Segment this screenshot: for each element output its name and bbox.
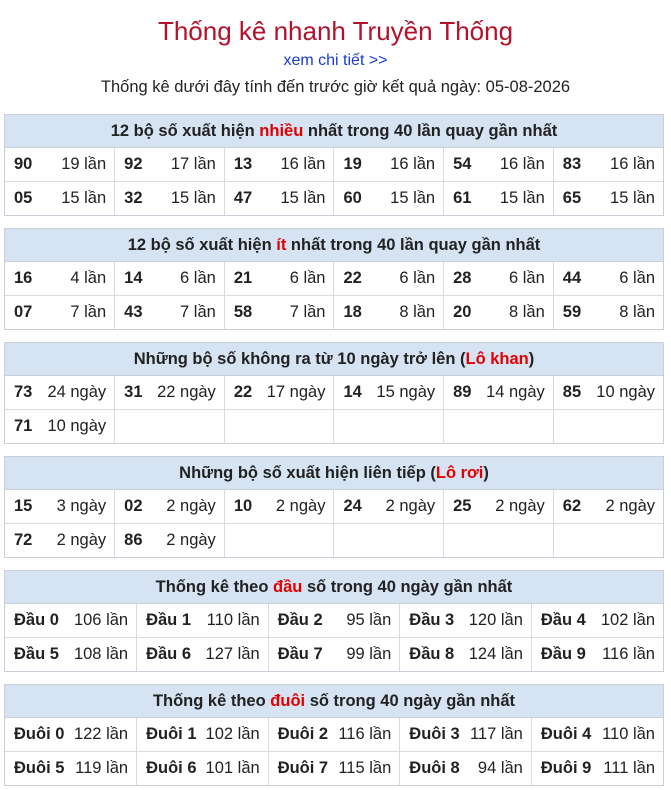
table-cell <box>553 262 663 296</box>
cell-count: 7 lần <box>289 303 326 321</box>
section-heading-text: Những bộ số xuất hiện liên tiếp ( <box>179 464 436 482</box>
cell-count: 17 ngày <box>266 383 326 401</box>
cell-count: 24 ngày <box>47 383 107 401</box>
table-cell <box>400 638 532 672</box>
cell-count: 124 lần <box>468 645 523 663</box>
cell-label: 15 <box>14 497 33 515</box>
cell-count: 16 lần <box>390 155 436 173</box>
page-subtitle: Thống kê dưới đây tính đến trước giờ kết quả ngày: 05-08-2026 <box>100 78 571 96</box>
cell-count: 14 ngày <box>486 383 545 401</box>
table-cell <box>444 182 554 216</box>
table-cell <box>444 490 554 524</box>
cell-label: 44 <box>562 269 582 287</box>
stats-table <box>5 262 663 329</box>
cell-count: 16 lần <box>499 155 545 173</box>
table-cell <box>5 638 137 672</box>
section-heading-text: số trong 40 ngày gần nhất <box>302 578 513 596</box>
cell-label: 61 <box>453 189 472 207</box>
table-cell <box>5 410 115 444</box>
table-cell <box>531 752 663 786</box>
section-heading-text: ) <box>483 464 489 482</box>
cell-label: 71 <box>14 417 33 435</box>
cell-count: 15 lần <box>390 189 436 207</box>
table-row <box>5 490 663 524</box>
table-row <box>5 524 663 558</box>
cell-label: Đầu 5 <box>14 645 59 663</box>
table-cell <box>334 296 444 330</box>
table-cell <box>5 296 115 330</box>
cell-count: 16 lần <box>280 155 326 173</box>
cell-label: 22 <box>343 269 362 287</box>
cell-count: 2 ngày <box>166 497 216 515</box>
stats-section <box>4 684 664 786</box>
table-cell <box>115 524 225 558</box>
section-heading <box>5 571 663 604</box>
cell-label: 28 <box>453 269 472 287</box>
cell-label: 14 <box>343 383 362 401</box>
cell-label: Đầu 7 <box>277 645 323 663</box>
table-row <box>5 410 663 444</box>
cell-count: 6 lần <box>289 269 326 287</box>
cell-label: Đầu 3 <box>409 611 455 629</box>
cell-count: 3 ngày <box>56 497 107 515</box>
section-heading <box>5 457 663 490</box>
cell-label: 59 <box>562 303 582 321</box>
table-cell <box>400 604 532 638</box>
cell-label: Đuôi 6 <box>146 759 197 777</box>
table-cell <box>115 410 225 444</box>
cell-count: 95 lần <box>346 611 392 629</box>
table-cell <box>444 376 554 410</box>
cell-count: 2 ngày <box>495 497 545 515</box>
cell-label: 65 <box>562 189 582 207</box>
cell-count: 2 ngày <box>275 497 326 515</box>
cell-count: 8 lần <box>399 303 436 321</box>
cell-count: 15 lần <box>280 189 326 207</box>
cell-label: Đầu 2 <box>277 611 323 629</box>
table-cell <box>5 148 115 182</box>
cell-label: Đuôi 2 <box>277 725 329 743</box>
cell-label: 31 <box>124 383 143 401</box>
section-heading-text: Thống kê theo <box>152 692 271 710</box>
table-cell <box>224 182 334 216</box>
cell-label: 16 <box>14 269 33 287</box>
table-cell <box>268 638 400 672</box>
cell-count: 99 lần <box>346 645 392 663</box>
section-heading-text: Thống kê theo <box>155 578 274 596</box>
table-cell <box>400 718 532 752</box>
cell-count: 127 lần <box>205 645 260 663</box>
stats-section <box>4 456 664 558</box>
table-row <box>5 296 663 330</box>
cell-count: 120 lần <box>468 611 523 629</box>
table-row <box>5 604 663 638</box>
cell-count: 15 lần <box>499 189 545 207</box>
cell-count: 2 ngày <box>385 497 436 515</box>
stats-section <box>4 114 664 216</box>
cell-label: Đầu 9 <box>540 645 586 663</box>
table-row <box>5 376 663 410</box>
table-cell <box>444 410 554 444</box>
table-cell <box>553 148 663 182</box>
table-cell <box>334 262 444 296</box>
cell-count: 106 lần <box>73 611 129 629</box>
stats-table <box>5 490 663 557</box>
cell-label: 54 <box>453 155 472 173</box>
cell-count: 2 ngày <box>166 531 216 549</box>
cell-label: 22 <box>233 383 253 401</box>
table-cell <box>268 604 400 638</box>
cell-label: Đầu 0 <box>14 611 59 629</box>
table-cell <box>553 182 663 216</box>
cell-count: 15 lần <box>610 189 655 207</box>
stats-table <box>5 718 663 785</box>
cell-count: 102 lần <box>205 725 260 743</box>
cell-label: 21 <box>233 269 253 287</box>
table-cell <box>115 490 225 524</box>
cell-label: Đuôi 7 <box>277 759 329 777</box>
cell-label: 90 <box>14 155 33 173</box>
table-cell <box>224 262 334 296</box>
cell-count: 10 ngày <box>596 383 655 401</box>
section-heading-text: 12 bộ số xuất hiện <box>110 122 260 140</box>
stats-section <box>4 570 664 672</box>
cell-count: 2 ngày <box>56 531 107 549</box>
cell-label: 43 <box>124 303 143 321</box>
table-cell <box>115 296 225 330</box>
stats-table <box>5 148 663 215</box>
table-cell <box>5 376 115 410</box>
cell-count: 110 lần <box>602 725 655 743</box>
cell-label: 83 <box>562 155 582 173</box>
cell-label: 92 <box>124 155 143 173</box>
section-heading-highlight: nhiều <box>259 122 304 140</box>
cell-count: 15 ngày <box>376 383 436 401</box>
section-heading-highlight: ít <box>276 236 287 254</box>
table-cell <box>224 524 334 558</box>
cell-count: 111 lần <box>603 759 655 777</box>
cell-count: 15 lần <box>170 189 216 207</box>
table-cell <box>224 296 334 330</box>
cell-label: 85 <box>562 383 582 401</box>
cell-label: 24 <box>343 497 362 515</box>
cell-label: 60 <box>343 189 362 207</box>
view-details-link[interactable]: xem chi tiết >> <box>283 52 388 69</box>
cell-count: 2 ngày <box>605 497 655 515</box>
cell-count: 108 lần <box>73 645 129 663</box>
table-cell <box>334 410 444 444</box>
section-heading-text: nhất trong 40 lần quay gần nhất <box>303 122 558 140</box>
section-heading-text: ) <box>528 350 535 368</box>
table-cell <box>137 638 269 672</box>
table-cell <box>115 262 225 296</box>
cell-count: 116 lần <box>338 725 392 743</box>
section-heading-highlight: đầu <box>273 578 303 596</box>
cell-label: 14 <box>124 269 143 287</box>
cell-label: 72 <box>14 531 33 549</box>
table-cell <box>444 524 554 558</box>
cell-label: 05 <box>14 189 33 207</box>
section-heading-highlight: Lô rơi <box>435 464 484 482</box>
table-row <box>5 262 663 296</box>
cell-count: 101 lần <box>205 759 260 777</box>
cell-count: 8 lần <box>509 303 545 321</box>
table-cell <box>553 410 663 444</box>
section-heading-text: Những bộ số không ra từ 10 ngày trở lên ( <box>133 350 466 368</box>
table-row <box>5 718 663 752</box>
cell-label: Đuôi 4 <box>540 725 592 743</box>
section-heading <box>5 229 663 262</box>
table-cell <box>137 752 269 786</box>
cell-label: 73 <box>14 383 33 401</box>
table-cell <box>137 604 269 638</box>
table-cell <box>268 718 400 752</box>
cell-count: 119 lần <box>75 759 129 777</box>
section-heading <box>5 685 663 718</box>
cell-label: Đuôi 5 <box>14 759 65 777</box>
table-cell <box>553 296 663 330</box>
cell-label: Đuôi 0 <box>14 725 65 743</box>
table-cell <box>137 718 269 752</box>
cell-count: 6 lần <box>399 269 436 287</box>
table-cell <box>115 182 225 216</box>
table-row <box>5 638 663 672</box>
table-cell <box>115 376 225 410</box>
table-cell <box>531 604 663 638</box>
table-cell <box>5 718 137 752</box>
page-title: Thống kê nhanh Truyền Thống <box>157 16 514 46</box>
table-row <box>5 182 663 216</box>
cell-label: 10 <box>233 497 253 515</box>
cell-label: 89 <box>453 383 472 401</box>
cell-label: 02 <box>124 497 143 515</box>
cell-count: 16 lần <box>610 155 655 173</box>
cell-count: 7 lần <box>180 303 216 321</box>
cell-count: 6 lần <box>180 269 216 287</box>
cell-count: 94 lần <box>477 759 523 777</box>
table-cell <box>444 296 554 330</box>
cell-label: 18 <box>343 303 362 321</box>
table-cell <box>400 752 532 786</box>
stats-table <box>5 604 663 671</box>
table-cell <box>334 490 444 524</box>
cell-count: 19 lần <box>61 155 107 173</box>
cell-count: 116 lần <box>602 645 655 663</box>
cell-count: 4 lần <box>70 269 107 287</box>
cell-label: 86 <box>124 531 143 549</box>
table-cell <box>553 490 663 524</box>
table-cell <box>334 182 444 216</box>
cell-count: 102 lần <box>600 611 655 629</box>
stats-table <box>5 376 663 443</box>
section-heading-highlight: Lô khan <box>465 350 529 368</box>
cell-label: 25 <box>453 497 472 515</box>
table-cell <box>531 638 663 672</box>
table-cell <box>224 410 334 444</box>
table-cell <box>5 604 137 638</box>
cell-count: 6 lần <box>509 269 545 287</box>
cell-label: 62 <box>562 497 582 515</box>
table-cell <box>334 148 444 182</box>
table-cell <box>5 490 115 524</box>
cell-label: Đầu 1 <box>146 611 192 629</box>
cell-label: Đuôi 3 <box>409 725 460 743</box>
cell-count: 7 lần <box>70 303 107 321</box>
cell-count: 122 lần <box>73 725 129 743</box>
cell-count: 110 lần <box>206 611 260 629</box>
section-heading-highlight: đuôi <box>270 692 306 710</box>
cell-count: 10 ngày <box>47 417 107 435</box>
cell-count: 17 lần <box>170 155 216 173</box>
cell-label: 07 <box>14 303 33 321</box>
cell-label: Đầu 6 <box>146 645 192 663</box>
cell-label: 20 <box>453 303 472 321</box>
cell-label: 32 <box>124 189 143 207</box>
table-cell <box>5 752 137 786</box>
page-header <box>0 0 671 97</box>
cell-label: 47 <box>233 189 253 207</box>
cell-label: Đầu 4 <box>540 611 586 629</box>
table-cell <box>224 376 334 410</box>
table-cell <box>115 148 225 182</box>
table-cell <box>531 718 663 752</box>
table-cell <box>553 376 663 410</box>
cell-label: 58 <box>233 303 253 321</box>
table-cell <box>5 182 115 216</box>
table-cell <box>334 376 444 410</box>
section-heading-text: 12 bộ số xuất hiện <box>127 236 277 254</box>
table-row <box>5 752 663 786</box>
table-row <box>5 148 663 182</box>
section-heading <box>5 343 663 376</box>
table-cell <box>444 262 554 296</box>
section-heading <box>5 115 663 148</box>
cell-label: Đầu 8 <box>409 645 455 663</box>
cell-label: 13 <box>233 155 253 173</box>
table-cell <box>5 262 115 296</box>
table-cell <box>444 148 554 182</box>
cell-count: 22 ngày <box>157 383 216 401</box>
cell-label: 19 <box>343 155 362 173</box>
section-heading-text: nhất trong 40 lần quay gần nhất <box>286 236 541 254</box>
stats-section <box>4 342 664 444</box>
cell-label: Đuôi 8 <box>409 759 460 777</box>
table-cell <box>334 524 444 558</box>
cell-count: 15 lần <box>61 189 107 207</box>
table-cell <box>268 752 400 786</box>
section-heading-text: số trong 40 ngày gần nhất <box>305 692 516 710</box>
table-cell <box>224 148 334 182</box>
stats-section <box>4 228 664 330</box>
cell-label: Đuôi 9 <box>540 759 592 777</box>
table-cell <box>553 524 663 558</box>
cell-count: 115 lần <box>338 759 392 777</box>
cell-label: Đuôi 1 <box>146 725 197 743</box>
table-cell <box>224 490 334 524</box>
cell-count: 117 lần <box>469 725 523 743</box>
table-cell <box>5 524 115 558</box>
cell-count: 6 lần <box>619 269 655 287</box>
cell-count: 8 lần <box>619 303 655 321</box>
